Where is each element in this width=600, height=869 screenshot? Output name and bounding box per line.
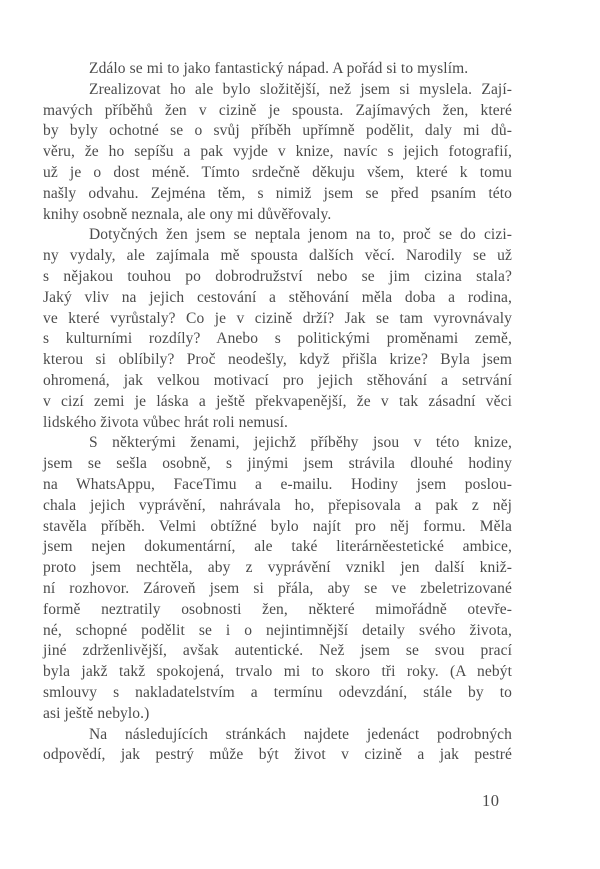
text-line: s kulturními rozdíly? Anebo s politickými proměnami země, <box>43 330 512 348</box>
text-line: už je o dost méně. Tímto srdečně děkuju všem, které k tomu <box>43 163 512 181</box>
text-line: lidského života vůbec hrát roli nemusí. <box>43 413 288 431</box>
text-line: ve které vyrůstaly? Co je v cizině drží? Jak se tam vyrovnávaly <box>43 309 512 327</box>
text-line: jsem se sešla osobně, s jinými jsem strávila dlouhé hodiny <box>43 455 512 473</box>
text-line: smlouvy s nakladatelstvím a termínu odevzdání, stále by to <box>43 683 512 701</box>
text-line: s nějakou touhou po dobrodružství nebo se jim cizina stala? <box>43 267 512 285</box>
text-line: byla jakž takž spokojená, trvalo mi to skoro tři roky. (A nebýt <box>43 663 512 681</box>
text-line: Zrealizovat ho ale bylo složitější, než jsem si myslela. Zají- <box>89 80 512 98</box>
text-line: asi ještě nebylo.) <box>43 704 150 722</box>
text-line: ní rozhovor. Zároveň jsem si přála, aby se ve zbeletrizované <box>43 579 512 597</box>
text-line: ny vydaly, ale zajímala mě spousta dalších věcí. Narodily se už <box>43 247 512 265</box>
text-line: chala jejich vyprávění, nahrávala ho, přepisovala a pak z něj <box>43 496 512 514</box>
text-line: Na následujících stránkách najdete jedenáct podrobných <box>89 725 512 743</box>
text-line: proto jsem nechtěla, aby z vyprávění vznikl jen další kniž- <box>43 559 512 577</box>
paragraph <box>43 225 512 433</box>
text-line: jiné zdrženlivější, avšak autentické. Než jsem se svou prací <box>43 642 512 660</box>
text-line: Zdálo se mi to jako fantastický nápad. A pořád si to myslím. <box>89 60 469 77</box>
text-line: by byly ochotné se o svůj příběh upřímně podělit, daly mi dů- <box>43 122 512 140</box>
text-line: odpovědí, jak pestrý může být život v cizině a jak pestré <box>43 746 512 764</box>
page-number: 10 <box>482 791 500 810</box>
text-line: stavěla příběh. Velmi obtížné bylo najít pro něj formu. Měla <box>43 517 512 535</box>
text-line: knihy osobně neznala, ale ony mi důvěřovaly. <box>43 205 332 223</box>
text-line: v cizí zemi je láska a ještě překvapenější, že v tak zásadní věci <box>43 392 512 410</box>
paragraph <box>43 59 512 80</box>
text-line: mavých příběhů žen v cizině je spousta. Zajímavých žen, které <box>43 101 512 119</box>
text-line: na WhatsAppu, FaceTimu a e-mailu. Hodiny jsem poslou- <box>43 475 512 493</box>
text-line: jsem nejen dokumentární, ale také literárněestetické ambice, <box>43 538 512 556</box>
text-line: Dotyčných žen jsem se neptala jenom na to, proč se do cizi- <box>89 226 512 244</box>
text-line: S některými ženami, jejichž příběhy jsou v této knize, <box>89 434 512 452</box>
paragraph <box>43 80 512 226</box>
text-line: Jaký vliv na jejich cestování a stěhování měla doba a rodina, <box>43 288 512 306</box>
text-line: věru, že ho sepíšu a pak vyjde v knize, navíc s jejich fotografií, <box>43 143 512 161</box>
paragraph <box>43 433 512 724</box>
paragraph <box>43 725 512 767</box>
text-block <box>43 59 512 766</box>
text-line: kterou si oblíbily? Proč neodešly, když přišla krize? Byla jsem <box>43 351 512 369</box>
text-line: né, schopné podělit se i o nejintimnější detaily svého života, <box>43 621 512 639</box>
text-line: našly odvahu. Zejména těm, s nimiž jsem se před psaním této <box>43 184 512 202</box>
text-line: formě neztratily osobnosti žen, některé mimořádně otevře- <box>43 600 512 618</box>
text-line: ohromená, jak velkou motivací pro jejich stěhování a setrvání <box>43 371 512 389</box>
